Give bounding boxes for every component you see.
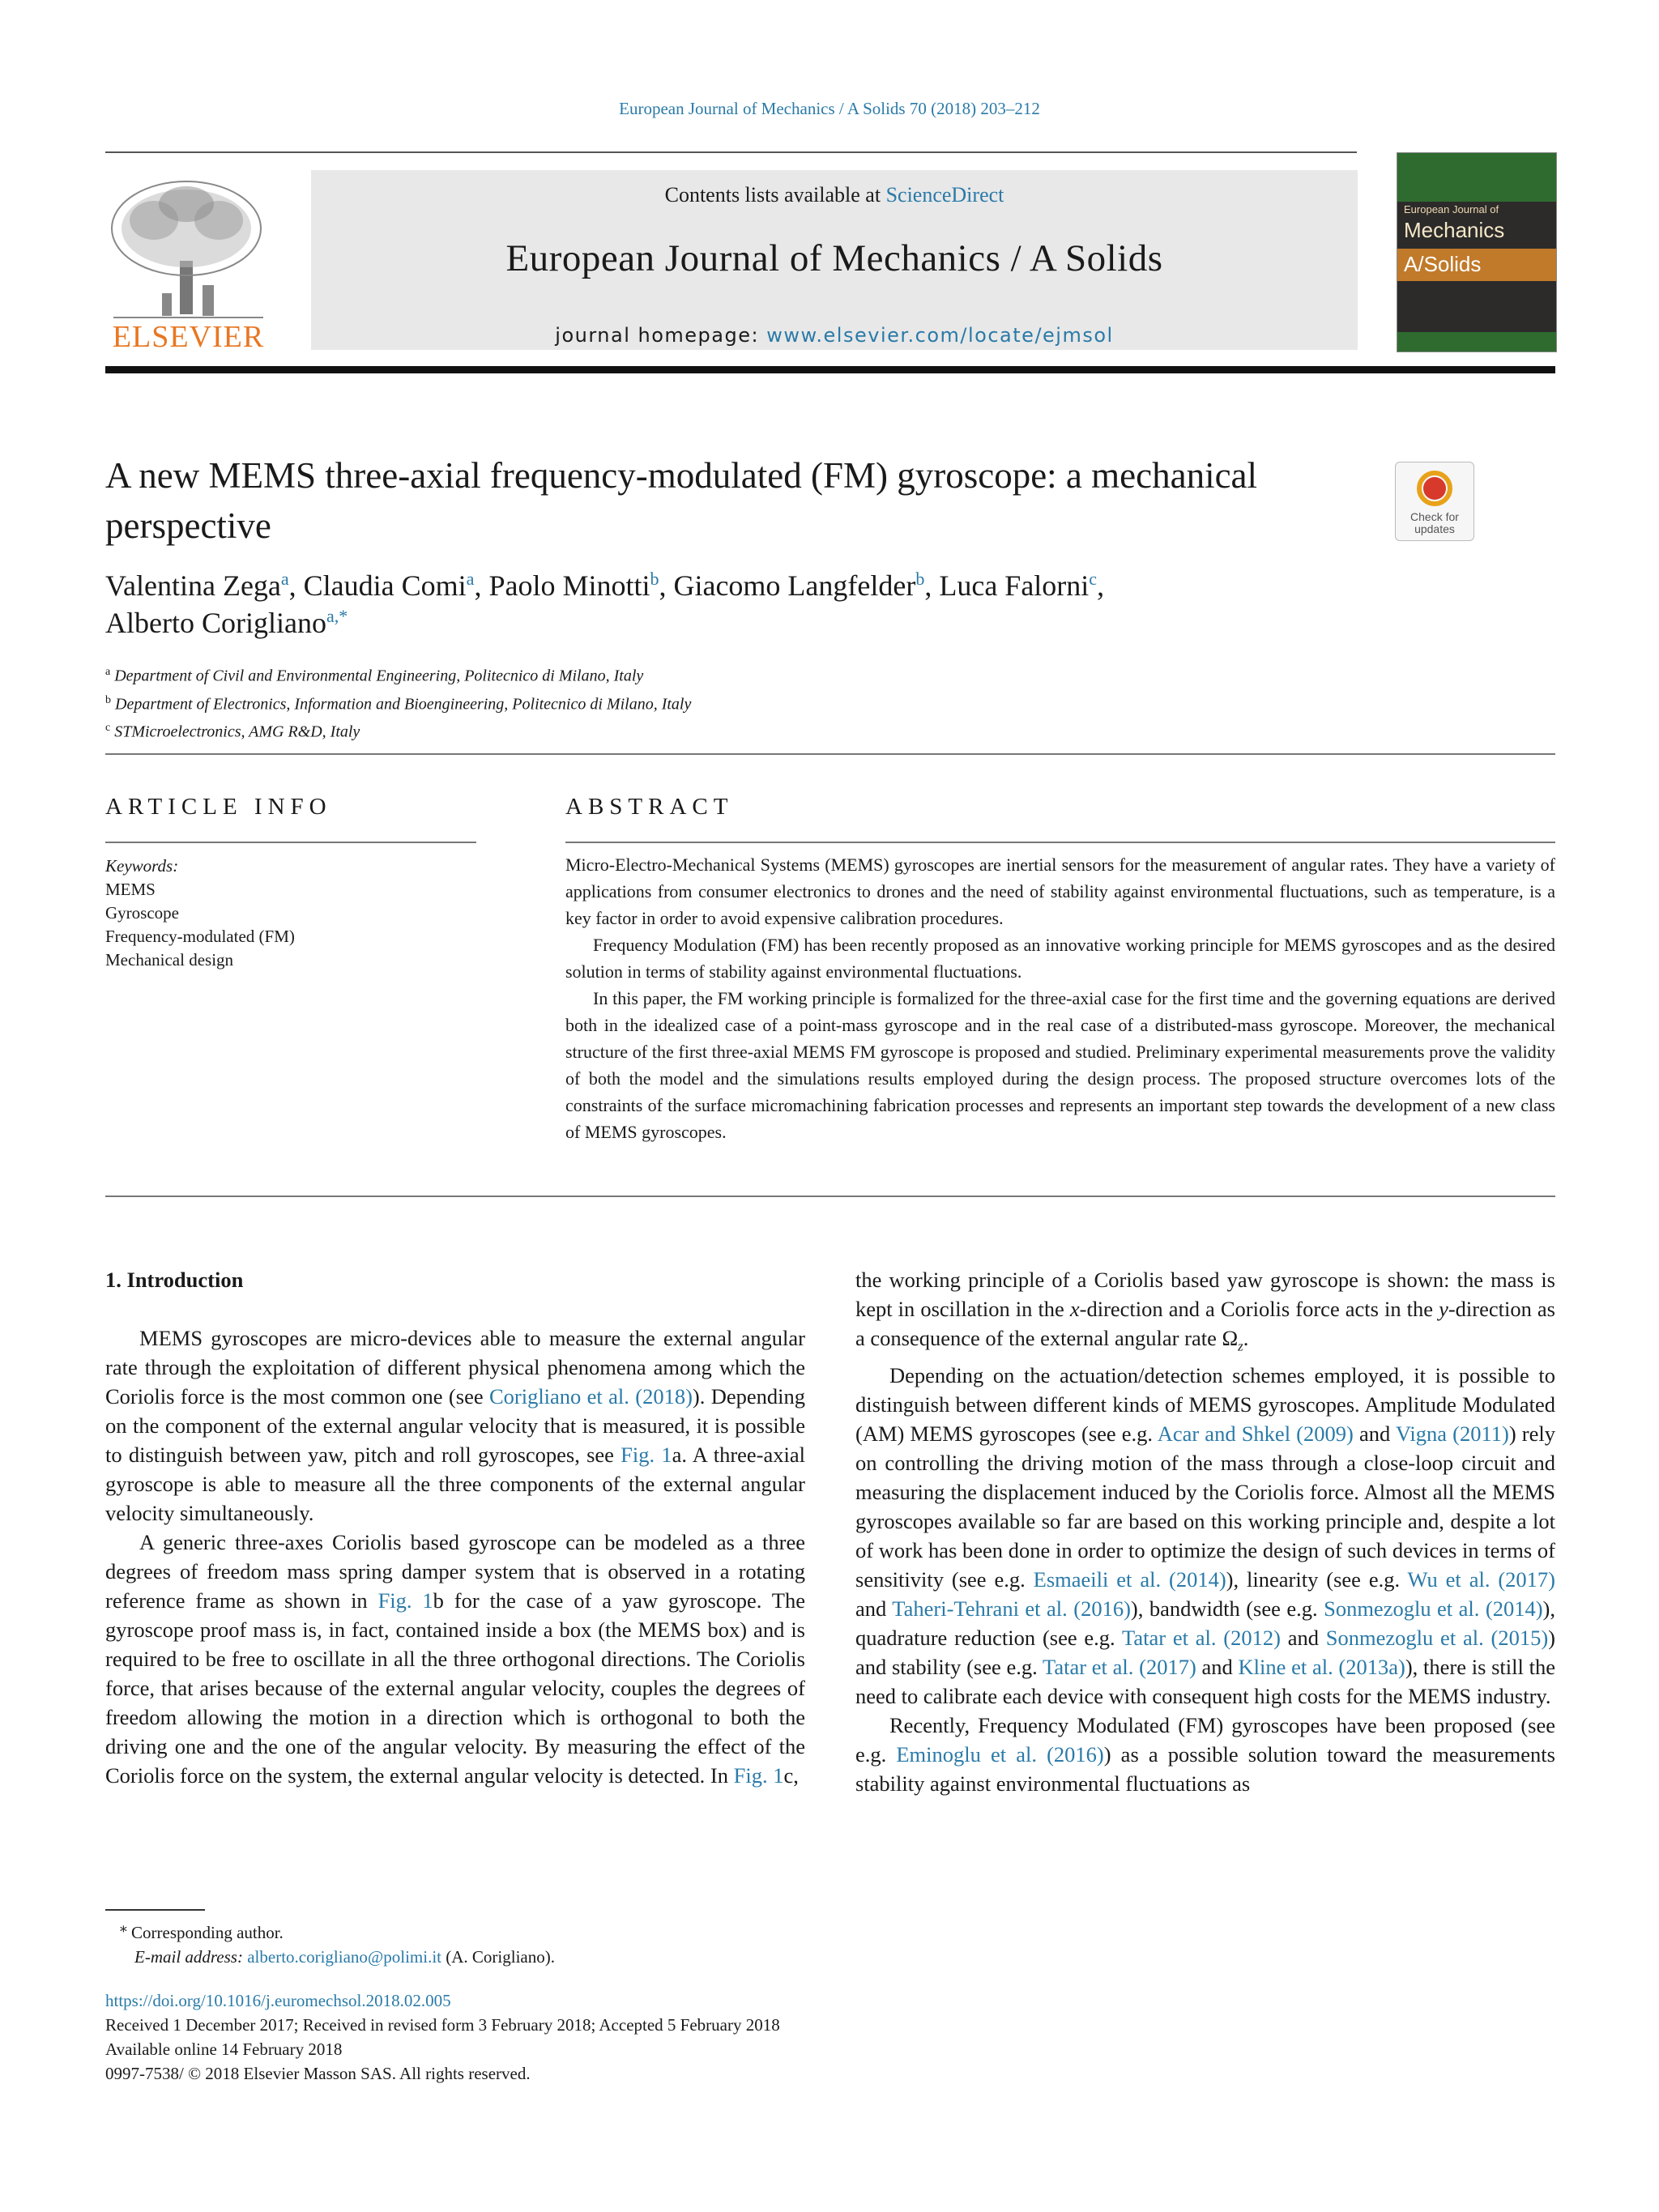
affiliation-text: Department of Electronics, Information and Bioengineering, Politecnico di Milano, Italy (115, 695, 692, 714)
author-separator: , (288, 569, 304, 602)
citation-link[interactable]: Tatar et al. (2012) (1121, 1626, 1281, 1651)
corresponding-author-note: ⁎ Corresponding author. (120, 1919, 284, 1942)
cover-top-strip (1397, 153, 1556, 202)
journal-citation[interactable]: European Journal of Mechanics / A Solids 70 (2018) 203–212 (619, 99, 1040, 118)
body-paragraph: Recently, Frequency Modulated (FM) gyroscopes have been proposed (see e.g. Eminoglu et al. (2016)) as a possible solution toward the measurements stability against environmental fluctuations as (855, 1713, 1555, 1796)
author-affiliation-marker[interactable]: a (466, 569, 475, 589)
citation-link[interactable]: Corigliano et al. (2018) (488, 1384, 693, 1409)
email-note: E-mail address: alberto.corigliano@polimi.it (A. Corigliano). (134, 1947, 555, 1967)
publication-info (105, 1988, 780, 2086)
journal-header (311, 170, 1358, 350)
email-link[interactable]: alberto.corigliano@polimi.it (247, 1947, 442, 1967)
author-name: Luca Falorni (939, 569, 1090, 602)
author-name: Claudia Comi (303, 569, 467, 602)
affiliation-text: STMicroelectronics, AMG R&D, Italy (114, 722, 360, 741)
affiliation-marker: c (105, 722, 111, 735)
citation-link[interactable]: Eminoglu et al. (2016) (896, 1742, 1104, 1767)
homepage-link[interactable]: www.elsevier.com/locate/ejmsol (766, 324, 1114, 347)
cover-line3: A/Solids (1404, 252, 1482, 276)
footnote-rule (105, 1909, 205, 1911)
author-affiliation-marker[interactable]: a (280, 569, 289, 589)
body-paragraph: Depending on the actuation/detection schemes employed, it is possible to distinguish between different kinds of MEMS gyroscopes. Amplitude Modulated (AM) MEMS gyroscopes (see e.g. Acar and Shkel (2009) and Vigna (2011)) rely on controlling the driving motion of the mass through a close-loop circuit and measuring the displacement induced by the Coriolis force. Almost all the MEMS gyroscopes available so far are based on this working principle and, despite a lot of work has been done in order to optimize the design of such devices in terms of sensitivity (see e.g. Esmaeili et al. (2014)), linearity (see e.g. Wu et al. (2017) and Taheri-Tehrani et al. (2016)), bandwidth (see e.g. Sonmezoglu et al. (2014)), quadrature reduction (see e.g. Tatar et al. (2012) and Sonmezoglu et al. (2015)) and stability (see e.g. Tatar et al. (2017) and Kline et al. (2013a)), there is still the need to calibrate each device with consequent high costs for the MEMS industry. (855, 1363, 1556, 1709)
author-name: Alberto Corigliano (105, 607, 326, 639)
keyword-item: Frequency-modulated (FM) (105, 927, 295, 946)
cover-line1: European Journal of (1404, 203, 1499, 215)
figure-link[interactable]: Fig. 1 (377, 1588, 433, 1613)
article-info-heading: ARTICLE INFO (105, 794, 332, 820)
citation-link[interactable]: Sonmezoglu et al. (2014) (1324, 1596, 1543, 1622)
figure-link[interactable]: Fig. 1 (621, 1443, 672, 1467)
author-affiliation-marker[interactable]: b (915, 569, 925, 589)
author-list (105, 567, 1482, 641)
author-separator: , (659, 569, 674, 602)
elsevier-logo[interactable] (105, 172, 271, 354)
abstract-paragraph: In this paper, the FM working principle is formalized for the three-axial case for the first time and the governing equations are derived both in the idealized case of a point-mass gyroscope and in the real case of a distributed-mass gyroscope. Moreover, the mechanical structure of the first three-axial MEMS FM gyroscope is proposed and studied. Preliminary experimental measurements prove the validity of both the model and the simulations results employed during the design process. The proposed structure overcomes lots of the constraints of the surface micromachining fabrication processes and represents an important step towards the development of a new class of MEMS gyroscopes. (565, 988, 1555, 1142)
author-separator: , (924, 569, 940, 602)
article-title: A new MEMS three-axial frequency-modulated (FM) gyroscope: a mechanical perspective (105, 455, 1258, 546)
header-rule (105, 151, 1357, 153)
online-date: Available online 14 February 2018 (105, 2039, 343, 2059)
copyright: 0997-7538/ © 2018 Elsevier Masson SAS. All rights reserved. (105, 2064, 531, 2083)
received-dates: Received 1 December 2017; Received in revised form 3 February 2018; Accepted 5 February 2018 (105, 2015, 780, 2035)
section-rule (105, 753, 1555, 755)
affiliation-text: Department of Civil and Environmental Engineering, Politecnico di Milano, Italy (114, 667, 644, 685)
abstract-rule (565, 842, 1555, 843)
check-for-updates-badge[interactable] (1395, 462, 1474, 541)
author-name: Paolo Minotti (488, 569, 650, 602)
citation-link[interactable]: Vigna (2011) (1395, 1421, 1509, 1447)
author-name: Valentina Zega (105, 569, 281, 602)
journal-homepage: journal homepage: www.elsevier.com/locate/ejmsol (555, 324, 1114, 347)
author-separator: , (474, 569, 489, 602)
body-paragraph: A generic three-axes Coriolis based gyroscope can be modeled as a three degrees of freedom mass spring damper system that is observed in a rotating reference frame as shown in Fig. 1b for the case of a yaw gyroscope. The gyroscope proof mass is, in fact, contained inside a box (the MEMS box) and is required to be free to oscillate in all the three orthogonal directions. The Coriolis force, that arises because of the external angular velocity, couples the degrees of freedom allowing the motion in a direction which is orthogonal to both the driving one and the one of the angular velocity. By measuring the effect of the Coriolis force on the system, the external angular velocity is detected. In Fig. 1c, (105, 1530, 805, 1788)
affiliation-item (105, 688, 1320, 717)
abstract-bottom-rule (105, 1196, 1555, 1197)
abstract-heading: ABSTRACT (565, 794, 734, 820)
author-separator: , (1097, 569, 1105, 602)
keyword-item: Gyroscope (105, 903, 179, 923)
citation-link[interactable]: Sonmezoglu et al. (2015) (1325, 1626, 1549, 1651)
citation-link[interactable]: Wu et al. (2017) (1407, 1567, 1556, 1592)
journal-cover-thumbnail[interactable] (1397, 152, 1557, 352)
cover-bottom-strip (1397, 332, 1556, 352)
cover-band (1397, 249, 1556, 281)
keywords-label: Keywords: (105, 856, 179, 876)
affiliation-marker: b (105, 693, 111, 706)
author-affiliation-marker[interactable]: a,* (326, 606, 348, 626)
check-updates-icon-center (1423, 477, 1446, 500)
citation-link[interactable]: Acar and Shkel (2009) (1157, 1421, 1354, 1447)
citation-link[interactable]: Kline et al. (2013a) (1238, 1655, 1405, 1680)
sciencedirect-link[interactable]: ScienceDirect (885, 183, 1004, 207)
citation-link[interactable]: Esmaeili et al. (2014) (1033, 1567, 1226, 1592)
cover-line2: Mechanics (1404, 218, 1505, 242)
body-column-left (105, 1265, 805, 1790)
author-name: Giacomo Langfelder (673, 569, 916, 602)
elsevier-wordmark: ELSEVIER (112, 320, 265, 354)
citation-link[interactable]: Tatar et al. (2017) (1043, 1655, 1196, 1680)
body-paragraph: the working principle of a Coriolis based yaw gyroscope is shown: the mass is kept in oscillation in the x-direction and a Coriolis force acts in the y-direction as a consequence of the external angular rate $\Omega_z$. (855, 1268, 1555, 1354)
citation-link[interactable]: Taheri-Tehrani et al. (2016) (892, 1596, 1131, 1622)
contents-lists-line: Contents lists available at ScienceDirect (664, 183, 1004, 207)
header-thick-rule (105, 366, 1555, 373)
section-heading-introduction: 1. Introduction (105, 1268, 244, 1292)
affiliation-list (105, 660, 1320, 744)
article-info-rule (105, 842, 476, 843)
author-affiliation-marker[interactable]: b (650, 569, 659, 589)
affiliation-item (105, 716, 1320, 744)
body-paragraph: MEMS gyroscopes are micro-devices able to measure the external angular rate through the exploitation of different physical phenomena among which the Coriolis force is the most common one (see Corigliano et al. (2018)). Depending on the component of the external angular velocity that is measured, it is possible to distinguish between yaw, pitch and roll gyroscopes, see Fig. 1a. A three-axial gyroscope is able to measure all the three components of the external angular velocity simultaneously. (105, 1326, 806, 1525)
figure-link[interactable]: Fig. 1 (733, 1763, 784, 1788)
keyword-item: MEMS (105, 880, 156, 899)
abstract-paragraph: Frequency Modulation (FM) has been recently proposed as an innovative working principle for MEMS gyroscopes and as the desired solution in terms of stability against environmental fluctuations. (565, 935, 1555, 982)
affiliation-marker: a (105, 666, 111, 678)
body-column-right (855, 1265, 1555, 1798)
author-affiliation-marker[interactable]: c (1089, 569, 1098, 589)
keyword-item: Mechanical design (105, 950, 234, 970)
journal-title: European Journal of Mechanics / A Solids (505, 237, 1163, 279)
abstract-body (565, 851, 1555, 1145)
keyword-list (105, 878, 295, 972)
check-updates-label: Check for updates (1410, 510, 1459, 535)
doi-link[interactable]: https://doi.org/10.1016/j.euromechsol.2018.02.005 (105, 1991, 451, 2010)
affiliation-item (105, 660, 1320, 688)
keywords-block (105, 855, 295, 972)
abstract-paragraph: Micro-Electro-Mechanical Systems (MEMS) gyroscopes are inertial sensors for the measurement of angular rates. They have a variety of applications from consumer electronics to drones and the need of stability against environmental fluctuations, such as temperature, is a key factor in order to avoid expensive calibration procedures. (565, 855, 1555, 928)
footnotes (120, 1915, 555, 1969)
